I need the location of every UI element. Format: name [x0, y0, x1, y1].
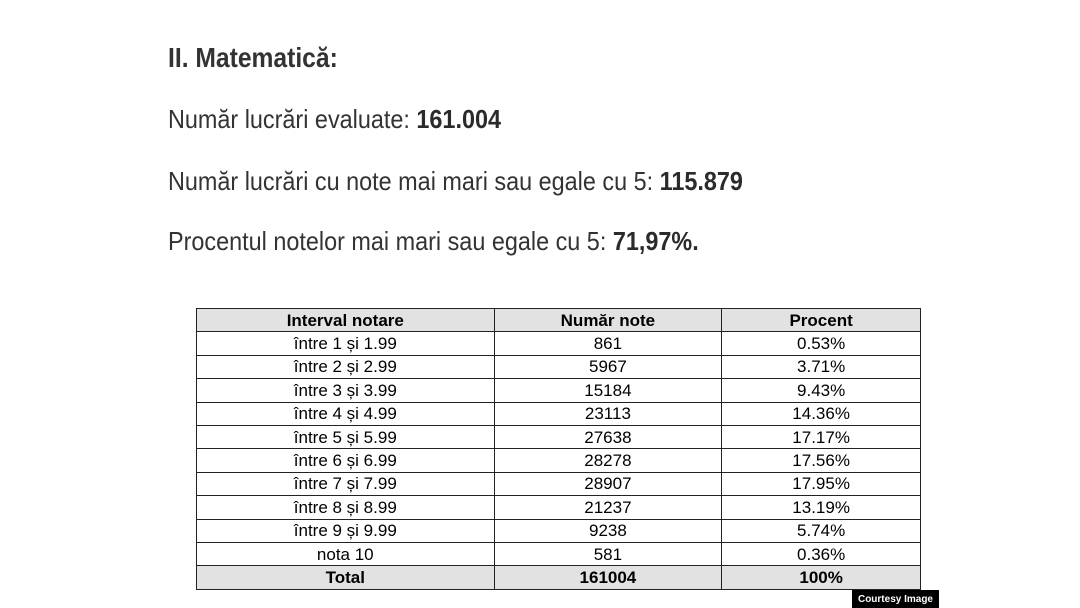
cell-interval: nota 10	[197, 542, 495, 565]
cell-count: 27638	[494, 425, 722, 448]
cell-percent: 0.53%	[722, 332, 921, 355]
table-row	[197, 332, 921, 355]
cell-interval: între 6 și 6.99	[197, 449, 495, 472]
cell-count: 581	[494, 542, 722, 565]
cell-count: 28907	[494, 472, 722, 495]
stat-evaluated	[168, 104, 501, 135]
header-interval: Interval notare	[197, 309, 495, 332]
image-credit-badge: Courtesy Image	[852, 590, 939, 608]
cell-count: 28278	[494, 449, 722, 472]
stat-label: Procentul notelor mai mari sau egale cu 5:	[168, 226, 613, 256]
cell-count: 21237	[494, 496, 722, 519]
stat-label: Număr lucrări cu note mai mari sau egale cu 5:	[168, 166, 660, 196]
cell-interval: între 2 și 2.99	[197, 355, 495, 378]
total-label: Total	[197, 566, 495, 589]
table-row	[197, 355, 921, 378]
table-row	[197, 379, 921, 402]
cell-interval: între 9 și 9.99	[197, 519, 495, 542]
cell-percent: 17.95%	[722, 472, 921, 495]
cell-percent: 13.19%	[722, 496, 921, 519]
cell-count: 15184	[494, 379, 722, 402]
cell-interval: între 8 și 8.99	[197, 496, 495, 519]
table-row	[197, 542, 921, 565]
cell-percent: 9.43%	[722, 379, 921, 402]
stat-passed	[168, 166, 743, 197]
total-count: 161004	[494, 566, 722, 589]
cell-interval: între 3 și 3.99	[197, 379, 495, 402]
table-row	[197, 425, 921, 448]
total-percent: 100%	[722, 566, 921, 589]
cell-percent: 0.36%	[722, 542, 921, 565]
grades-table	[196, 308, 921, 590]
stat-value: 161.004	[416, 104, 501, 134]
cell-count: 9238	[494, 519, 722, 542]
table-header-row	[197, 309, 921, 332]
cell-interval: între 1 și 1.99	[197, 332, 495, 355]
table-row	[197, 519, 921, 542]
cell-interval: între 7 și 7.99	[197, 472, 495, 495]
section-title: II. Matematică:	[168, 42, 338, 73]
cell-percent: 17.56%	[722, 449, 921, 472]
header-percent: Procent	[722, 309, 921, 332]
cell-percent: 14.36%	[722, 402, 921, 425]
cell-count: 23113	[494, 402, 722, 425]
header-count: Număr note	[494, 309, 722, 332]
cell-percent: 3.71%	[722, 355, 921, 378]
stat-value: 115.879	[659, 166, 743, 196]
stat-label: Număr lucrări evaluate:	[168, 104, 417, 134]
table-row	[197, 472, 921, 495]
cell-interval: între 4 și 4.99	[197, 402, 495, 425]
cell-percent: 5.74%	[722, 519, 921, 542]
table-total-row	[197, 566, 921, 589]
cell-count: 861	[494, 332, 722, 355]
cell-interval: între 5 și 5.99	[197, 425, 495, 448]
cell-percent: 17.17%	[722, 425, 921, 448]
cell-count: 5967	[494, 355, 722, 378]
stat-percentage	[168, 226, 699, 257]
table-row	[197, 402, 921, 425]
table-row	[197, 449, 921, 472]
stat-value: 71,97%.	[612, 226, 699, 256]
table-row	[197, 496, 921, 519]
